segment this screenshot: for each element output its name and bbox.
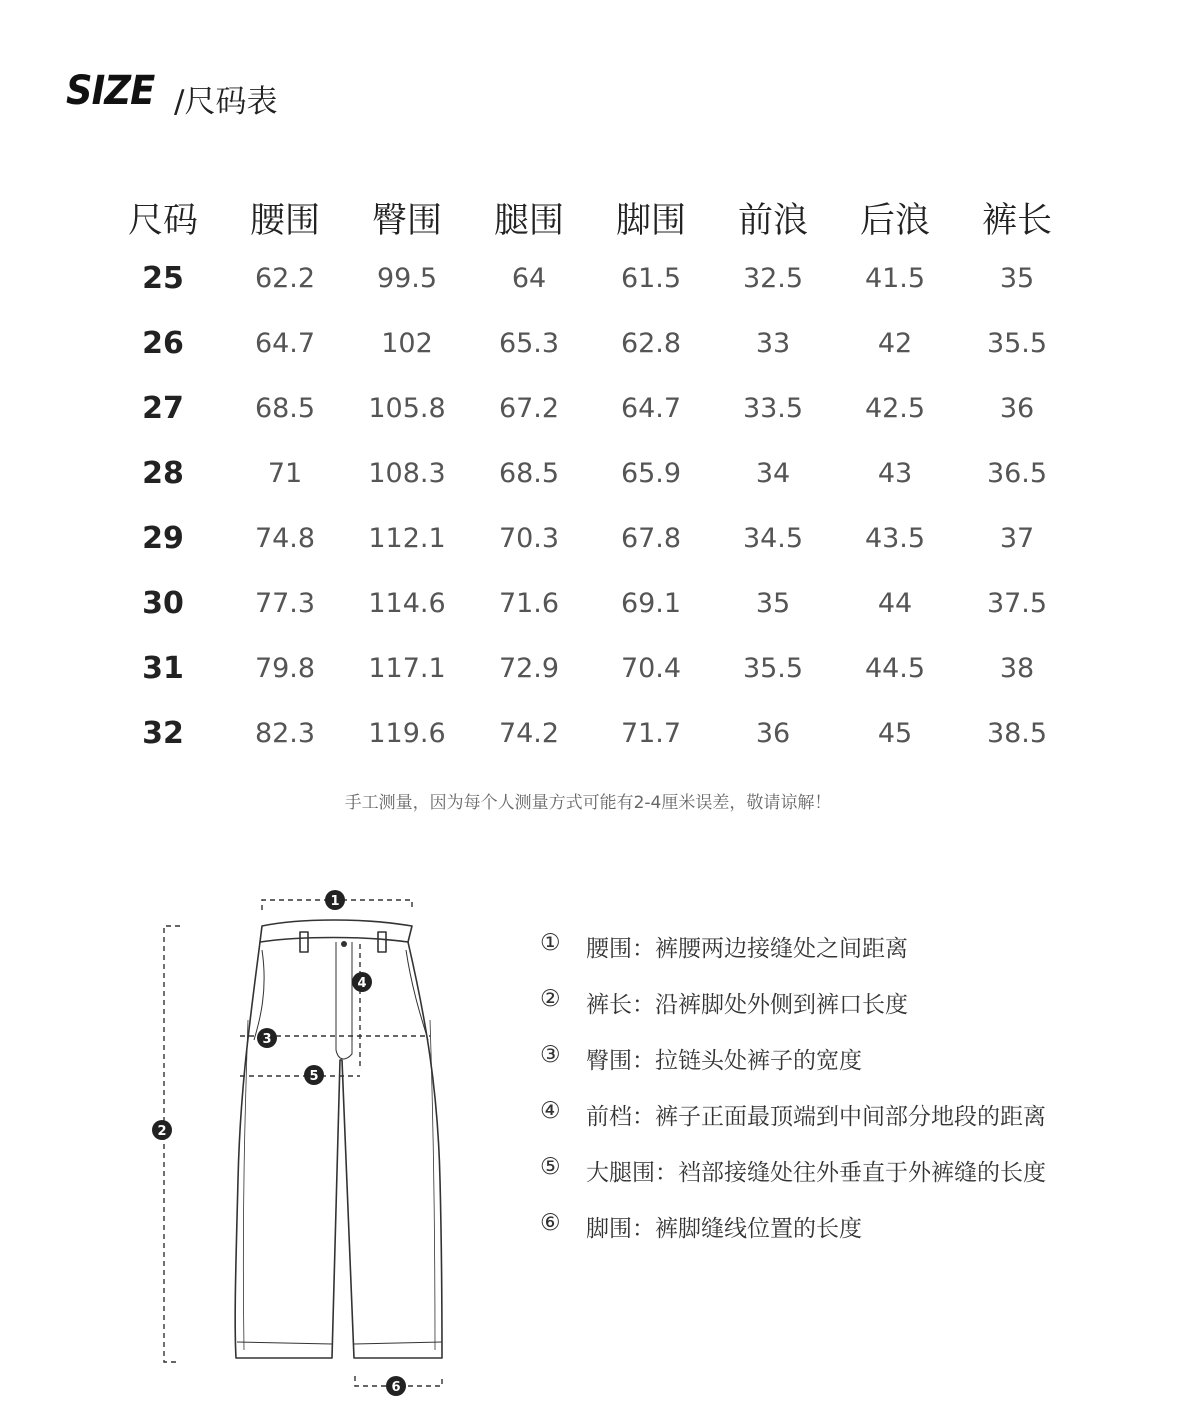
legend-text: 前档：裤子正面最顶端到中间部分地段的距离 [586,1104,1046,1130]
size-cell: 27 [142,391,184,426]
legend-number: ① [540,930,561,956]
measurement-cell: 38.5 [986,718,1048,749]
table-row [102,246,1078,311]
measurement-cell: 32.5 [742,263,804,294]
table-header-cell: 腰围 [249,201,320,241]
size-table [102,190,1078,766]
measurement-cell: 67.8 [620,523,682,554]
table-row [102,636,1078,701]
measurement-cell: 70.4 [620,653,682,684]
legend-item [540,930,1046,986]
table-row [102,701,1078,766]
measurement-cell: 44.5 [864,653,926,684]
measurement-cell: 44 [877,588,913,619]
size-cell: 31 [142,651,184,686]
size-cell: 29 [142,521,184,556]
table-body [102,246,1078,766]
belt-loop [378,932,386,952]
measurement-cell: 68.5 [498,458,560,489]
legend-text: 大腿围：裆部接缝处往外垂直于外裤缝的长度 [586,1160,1046,1186]
measurement-cell: 74.2 [498,718,560,749]
measurement-cell: 62.2 [254,263,316,294]
measurement-cell: 33.5 [742,393,804,424]
measurement-cell: 69.1 [620,588,682,619]
measurement-cell: 34 [755,458,791,489]
table-row [102,571,1078,636]
size-cell: 28 [142,456,184,491]
measurement-cell: 43.5 [864,523,926,554]
marker-3-label: 3 [262,1032,272,1047]
measurement-cell: 36.5 [986,458,1048,489]
measurement-cell: 62.8 [620,328,682,359]
measurement-cell: 42.5 [864,393,926,424]
measurement-cell: 71.7 [620,718,682,749]
table-header-cell: 脚围 [615,201,686,241]
measurement-cell: 105.8 [368,393,446,424]
size-cell: 26 [142,326,184,361]
table-header-cell: 臀围 [371,201,442,241]
measurement-cell: 72.9 [498,653,560,684]
legend-text: 臀围：拉链头处裤子的宽度 [586,1048,862,1074]
measurement-cell: 35 [999,263,1035,294]
right-hem [354,1342,442,1344]
measurement-cell: 65.3 [498,328,560,359]
measurement-cell: 102 [381,328,433,359]
waistband-outline [260,920,412,942]
measurement-cell: 67.2 [498,393,560,424]
table-header-cell: 腿围 [493,201,564,241]
legend-number: ⑥ [540,1210,561,1236]
measurement-cell: 64.7 [254,328,316,359]
marker-5-label: 5 [309,1069,319,1084]
table-header-cell: 前浪 [737,201,808,241]
measurement-cell: 34.5 [742,523,804,554]
left-pocket [254,950,264,1040]
size-title: SIZE [66,68,155,114]
measurement-cell: 82.3 [254,718,316,749]
measurement-cell: 64 [511,263,547,294]
measurement-cell: 108.3 [368,458,446,489]
measurement-cell: 74.8 [254,523,316,554]
measurement-cell: 37.5 [986,588,1048,619]
length-measure-line [164,926,180,1362]
measurement-cell: 64.7 [620,393,682,424]
measurement-cell: 35 [755,588,791,619]
legend-item [540,1210,1046,1266]
legend-item [540,1098,1046,1154]
belt-loop [300,932,308,952]
measurement-note: 手工测量，因为每个人测量方式可能有2-4厘米误差，敬请谅解！ [344,793,832,813]
measurement-cell: 45 [877,718,913,749]
table-row [102,506,1078,571]
legend-number: ④ [540,1098,561,1124]
button-icon [341,941,347,947]
measurement-cell: 41.5 [864,263,926,294]
size-title-cn: /尺码表 [174,84,278,120]
measurement-cell: 71.6 [498,588,560,619]
pants-diagram [150,880,470,1404]
measurement-legend [540,930,1046,1266]
measurement-cell: 71 [267,458,303,489]
measurement-cell: 117.1 [368,653,446,684]
table-row [102,376,1078,441]
measurement-cell: 65.9 [620,458,682,489]
measurement-cell: 61.5 [620,263,682,294]
measurement-cell: 79.8 [254,653,316,684]
measurement-cell: 36 [755,718,791,749]
legend-number: ⑤ [540,1154,561,1180]
measurement-cell: 70.3 [498,523,560,554]
size-cell: 25 [142,261,184,296]
measurement-cell: 35.5 [986,328,1048,359]
size-cell: 30 [142,586,184,621]
measurement-cell: 35.5 [742,653,804,684]
left-hem [237,1342,332,1344]
measurement-cell: 114.6 [368,588,446,619]
legend-text: 脚围：裤脚缝线位置的长度 [586,1216,862,1242]
measurement-cell: 43 [877,458,913,489]
measurement-cell: 37 [999,523,1035,554]
measurement-cell: 38 [999,653,1035,684]
marker-2-label: 2 [157,1124,167,1139]
table-header-cell: 尺码 [127,201,198,241]
legend-text: 腰围：裤腰两边接缝处之间距离 [586,936,908,962]
measurement-cell: 99.5 [376,263,438,294]
table-header-cell: 后浪 [859,201,930,241]
table-row [102,441,1078,506]
legend-number: ② [540,986,561,1012]
size-cell: 32 [142,716,184,751]
legend-item [540,1042,1046,1098]
table-row [102,311,1078,376]
marker-1-label: 1 [330,894,340,909]
legend-item [540,986,1046,1042]
measurement-cell: 68.5 [254,393,316,424]
measurement-cell: 42 [877,328,913,359]
measurement-cell: 77.3 [254,588,316,619]
measurement-cell: 112.1 [368,523,446,554]
marker-6-label: 6 [391,1380,401,1395]
measurement-cell: 33 [755,328,791,359]
legend-text: 裤长：沿裤脚处外侧到裤口长度 [586,992,908,1018]
marker-4-label: 4 [357,976,367,991]
pants-outline [235,942,442,1358]
table-header-row [102,190,1078,246]
measurement-cell: 119.6 [368,718,446,749]
fly-outline [336,942,352,1059]
measurement-cell: 36 [999,393,1035,424]
table-header-cell: 裤长 [981,201,1052,241]
pants-drawing [150,880,470,1400]
legend-item [540,1154,1046,1210]
legend-number: ③ [540,1042,561,1068]
